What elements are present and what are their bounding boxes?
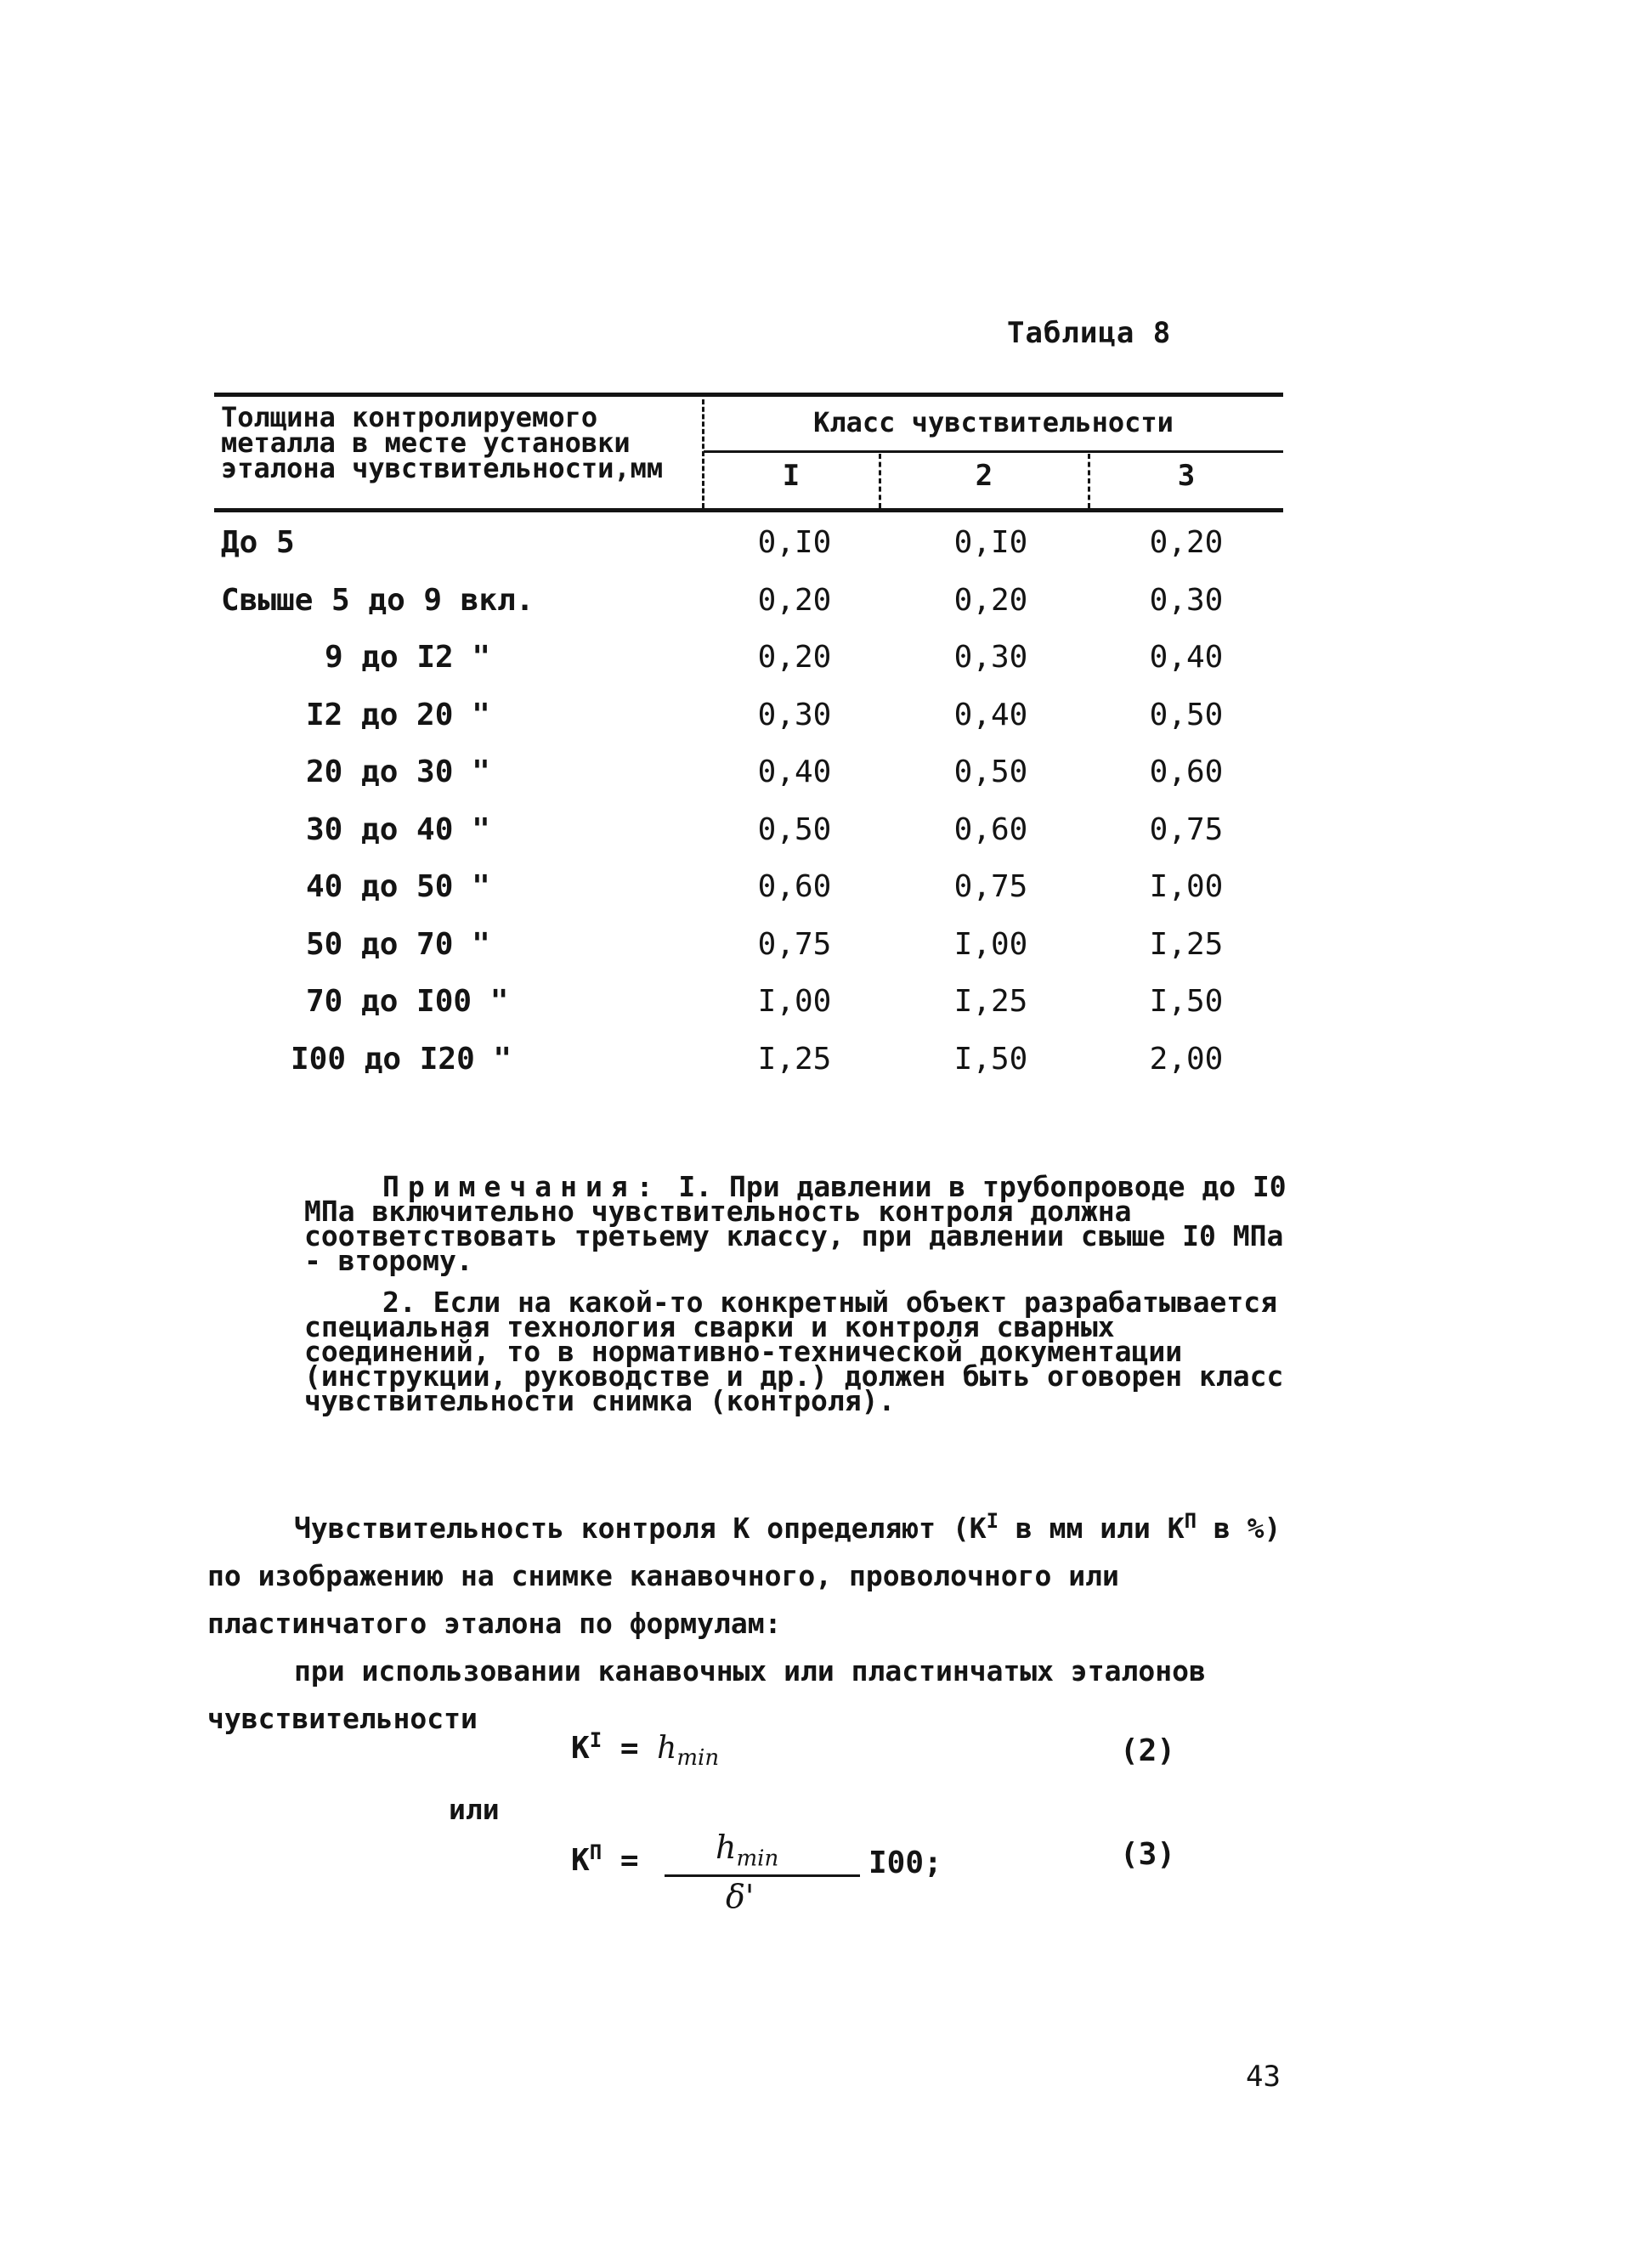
thickness-cell: I2 до 20 ": [306, 697, 490, 732]
value-cell: 0,60: [757, 869, 832, 904]
class-column-header: 2: [975, 459, 993, 493]
thickness-cell: 50 до 70 ": [306, 926, 490, 962]
value-cell: 0,20: [953, 582, 1028, 618]
value-cell: 0,30: [953, 640, 1028, 675]
value-cell: 0,I0: [757, 525, 832, 560]
fraction-numerator: [716, 1829, 778, 1872]
body-text-fragment: в %) по изображению на снимке канавочного, проволочного или пластинчатого эталона по формулам:: [207, 1512, 1281, 1640]
table-row: [214, 812, 1283, 870]
thickness-cell: 9 до I2 ": [325, 640, 491, 675]
table-row: [214, 698, 1283, 755]
table-top-rule: [214, 393, 1283, 397]
value-cell: 0,40: [757, 755, 832, 789]
table-row: [214, 984, 1283, 1042]
value-cell: 0,I0: [953, 525, 1028, 560]
class-column-header: 3: [1177, 459, 1196, 493]
value-cell: I,00: [757, 984, 832, 1019]
value-cell: I,25: [953, 984, 1028, 1019]
value-cell: 0,30: [757, 697, 832, 732]
table-row: [214, 525, 1283, 583]
table-class-rule: [704, 450, 1283, 453]
body-paragraph: [207, 1497, 1287, 1648]
superscript: П: [589, 1840, 603, 1864]
table-row: [214, 583, 1283, 641]
value-cell: 0,20: [757, 640, 832, 675]
formula-symbol: h: [657, 1731, 677, 1766]
note-1: [304, 1170, 1298, 1277]
value-cell: 0,50: [1149, 697, 1224, 732]
superscript: I: [986, 1509, 999, 1533]
value-cell: I,50: [953, 1041, 1028, 1077]
formula-2: [571, 1728, 719, 1771]
body-text-fragment: Чувствительность контроля К определяют (К: [294, 1512, 987, 1545]
note-1-text: I. При давлении в трубопроводе до I0 МПа включительно чувствительность контроля должна соответствовать третьему классу, при давлении свыше I0 МПа - второму.: [304, 1170, 1287, 1277]
table-row: [214, 927, 1283, 985]
superscript: П: [1184, 1509, 1197, 1533]
value-cell: 0,20: [757, 582, 832, 618]
formula-operator: =: [602, 1843, 639, 1878]
thickness-header-line: Толщина контролируемого: [221, 401, 598, 433]
thickness-cell: До 5: [221, 525, 295, 560]
superscript: I: [589, 1728, 603, 1752]
value-cell: I,25: [1149, 926, 1224, 962]
fraction-line: [665, 1874, 860, 1877]
thickness-cell: I00 до I20 ": [291, 1041, 512, 1077]
formula-symbol: h: [716, 1829, 737, 1866]
formula-operator: =: [602, 1731, 658, 1766]
value-cell: 0,40: [953, 697, 1028, 732]
value-cell: 0,50: [953, 755, 1028, 789]
page-number: 43: [1246, 2060, 1281, 2094]
fraction-denominator: δ': [726, 1878, 755, 1915]
or-word: или: [449, 1793, 500, 1826]
table-row: [214, 640, 1283, 698]
thickness-cell: 70 до I00 ": [306, 984, 509, 1019]
body-paragraph: при использовании канавочных или пластинчатых эталонов чувствительности: [207, 1654, 1206, 1735]
formula-symbol: К: [571, 1843, 590, 1878]
body-text-fragment: в мм или К: [999, 1512, 1185, 1545]
value-cell: I,00: [1149, 869, 1224, 904]
table-body: [214, 525, 1283, 1099]
thickness-cell: 30 до 40 ": [306, 811, 490, 847]
value-cell: 0,75: [1149, 811, 1224, 847]
value-cell: 0,30: [1149, 582, 1224, 618]
formula-lhs: [571, 1840, 639, 1878]
thickness-cell: 40 до 50 ": [306, 869, 490, 904]
formula-3: [571, 1829, 996, 1922]
subscript: min: [676, 1745, 720, 1772]
table-row: [214, 755, 1283, 812]
value-cell: 0,75: [757, 926, 832, 962]
value-cell: I,25: [757, 1041, 832, 1077]
value-cell: 0,60: [1149, 755, 1224, 789]
table-notes: [304, 1170, 1298, 1417]
class-column-header: I: [782, 459, 801, 493]
table-title: Таблица 8: [1007, 316, 1172, 350]
table-row: [214, 1042, 1283, 1100]
notes-label: Примечания:: [382, 1170, 662, 1203]
value-cell: I,00: [953, 926, 1028, 962]
formula-symbol: К: [571, 1731, 590, 1766]
value-cell: 0,20: [1149, 525, 1224, 560]
value-cell: 2,00: [1149, 1041, 1224, 1077]
formula-number: (3): [1120, 1837, 1176, 1872]
formula-number: (2): [1120, 1733, 1176, 1768]
thickness-cell: Свыше 5 до 9 вкл.: [221, 582, 535, 618]
body-text: [207, 1497, 1287, 1743]
thickness-header-line: металла в месте установки: [221, 427, 631, 459]
note-2: 2. Если на какой-то конкретный объект разрабатывается специальная технология сварки и контроля сварных соединений, то в нормативно-технической документации (инструкции, руководстве и др.) должен быть оговорен класс чувствительности снимка (контроля).: [304, 1286, 1284, 1417]
table-header-bottom-rule: [214, 508, 1283, 512]
subscript: min: [736, 1846, 779, 1872]
value-cell: 0,50: [757, 811, 832, 847]
thickness-header-line: эталона чувствительности,мм: [221, 452, 664, 484]
value-cell: 0,40: [1149, 640, 1224, 675]
thickness-column-header: [221, 401, 697, 484]
value-cell: 0,60: [953, 811, 1028, 847]
value-cell: I,50: [1149, 984, 1224, 1019]
sensitivity-class-header: Класс чувствительности: [813, 406, 1174, 438]
formula-multiplier: I00;: [868, 1846, 942, 1880]
table-row: [214, 869, 1283, 927]
thickness-cell: 20 до 30 ": [306, 755, 490, 789]
value-cell: 0,75: [953, 869, 1028, 904]
